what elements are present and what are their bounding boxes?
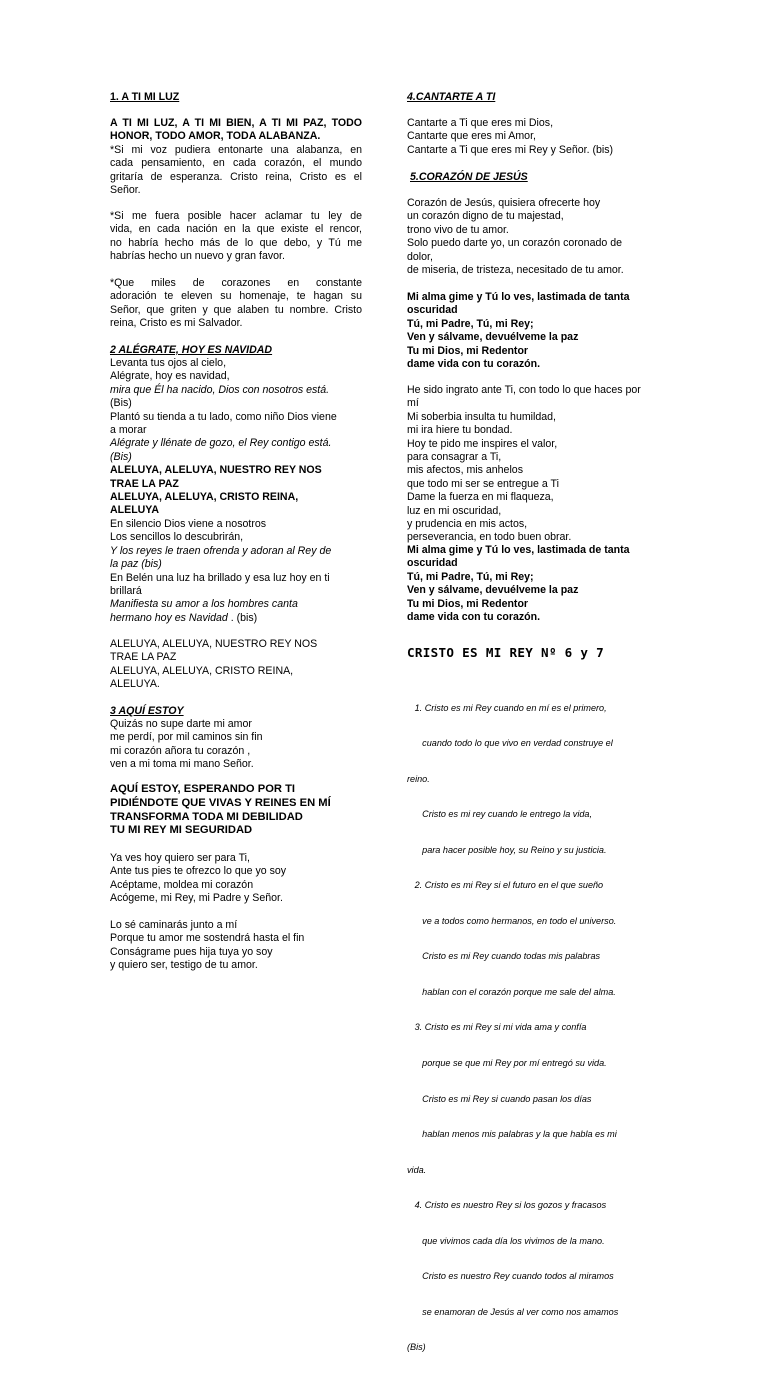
song-2-lyrics: Levanta tus ojos al cielo, Alégrate, hoy es navidad, mira que Él ha nacido, Dios con nosotros está. (Bis) Plantó su tienda a tu lado, como niño Dios viene a morar Alégrate y llénate de gozo, el Rey contigo está. (Bis) ALELUYA, ALELUYA, NUESTRO REY NOS TRAE LA PAZ ALELUYA, ALELUYA, CRISTO REINA, ALELUYA En silencio Dios viene a nosotros Los sencillos lo descubrirán, Y los reyes le traen ofrenda y adoran al Rey de la paz (bis) En Belén una luz ha brillado y esa luz hoy en ti brillará Manifiesta su amor a los hombres canta hermano hoy es Navidad . (bis) xyxy=(110,357,337,624)
song-1-verse-2: *Si me fuera posible hacer aclamar tu ley de vida, en cada nación en la que existe el rencor, no habría hecho más de lo que debo, y Tú me habrías hecho un nuevo y gran favor. xyxy=(110,210,362,263)
song-3-verse-3: Lo sé caminarás junto a mí Porque tu amor me sostendrá hasta el fin Conságrame pues hija tuya yo soy y quiero ser, testigo de tu amor. xyxy=(110,919,305,972)
song-4-lyrics: Cantarte a Ti que eres mi Dios, Cantarte que eres mi Amor, Cantarte a Ti que eres mi Rey y Señor. (bis) xyxy=(407,117,614,156)
song-5-title: 5.CORAZÓN DE JESÚS xyxy=(410,171,528,183)
song-2-title: 2 ALÉGRATE, HOY ES NAVIDAD xyxy=(110,344,273,356)
song-3-chorus: AQUÍ ESTOY, ESPERANDO POR TI PIDIÉNDOTE QUE VIVAS Y REINES EN MÍ TRANSFORMA TODA MI DEBILIDAD TU MI REY MI SEGURIDAD xyxy=(110,783,331,837)
song-3-title: 3 AQUÍ ESTOY xyxy=(110,705,184,717)
song-5-verse-2: He sido ingrato ante Ti, con todo lo que haces por mí Mi soberbia insulta tu humildad, mi ira hiere tu bondad. Hoy te pido me inspires el valor, para consagrar a Ti, mis afectos, mis anhelos que todo mi ser se entregue a Ti Dame la fuerza en mi flaqueza, luz en mi oscuridad, y prudencia en mis actos, perseverancia, en todo buen obrar. xyxy=(407,384,641,544)
song-5-verse-1: Corazón de Jesús, quisiera ofrecerte hoy un corazón digno de tu majestad, trono vivo de tu amor. Solo puedo darte yo, un corazón coronado de dolor, de miseria, de tristeza, necesitado de tu amor. xyxy=(407,197,624,277)
song-6-title: CRISTO ES MI REY Nº 6 y 7 xyxy=(407,645,605,660)
song-1-verse-3: *Que miles de corazones en constante adoración te eleven su homenaje, te hagan su Señor, que griten y que alaben tu nombre. Cristo reina, Cristo es mi Salvador. xyxy=(110,277,362,330)
song-5-chorus-2: Mi alma gime y Tú lo ves, lastimada de tanta oscuridad Tú, mi Padre, Tú, mi Rey; Ven y sálvame, devuélveme la paz Tu mi Dios, mi Redentor dame vida con tu corazón. xyxy=(407,544,630,624)
song-1-title: 1. A TI MI LUZ xyxy=(110,91,180,103)
song-2-chorus: ALELUYA, ALELUYA, NUESTRO REY NOS TRAE LA PAZ ALELUYA, ALELUYA, CRISTO REINA, ALELUYA. xyxy=(110,638,318,691)
song-1-verse-1: *Si mi voz pudiera entonarte una alabanza, en cada pensamiento, en cada corazón, el mundo gritaría de esperanza. Cristo reina, Cristo es el Señor. xyxy=(110,144,362,197)
song-6-lyrics: 1. Cristo es mi Rey cuando en mí es el primero, cuando todo lo que vivo en verdad construye el reino. Cristo es mi rey cuando le entrego la vida, para hacer posible hoy, su Reino y su justicia. 2. Cristo es mi Rey si el futuro en el que sueño ve a todos como hermanos, en todo el universo. Cristo es mi Rey cuando todas mis palabras hablan con el corazón porque me sale del alma. 3. Cristo es mi Rey si mi vida ama y confía porque se que mi Rey por mí entregó su vida. Cristo es mi Rey si cuando pasan los días hablan menos mis palabras y la que habla es mi vida. 4. Cristo es nuestro Rey si los gozos y fracasos que vivimos cada día los vivimos de la mano. Cristo es nuestro Rey cuando todos al miramos se enamoran de Jesús al ver como nos amamos (Bis) xyxy=(407,702,619,1353)
song-3-verse-2: Ya ves hoy quiero ser para Ti, Ante tus pies te ofrezco lo que yo soy Acéptame, moldea mi corazón Acógeme, mi Rey, mi Padre y Señor. xyxy=(110,852,287,905)
song-1-chorus: A TI MI LUZ, A TI MI BIEN, A TI MI PAZ, TODO HONOR, TODO AMOR, TODA ALABANZA. xyxy=(110,117,362,143)
song-3-verse-1: Quizás no supe darte mi amor me perdí, por mil caminos sin fin mi corazón añora tu corazón , ven a mi toma mi mano Señor. xyxy=(110,718,263,771)
song-5-chorus-1: Mi alma gime y Tú lo ves, lastimada de tanta oscuridad Tú, mi Padre, Tú, mi Rey; Ven y sálvame, devuélveme la paz Tu mi Dios, mi Redentor dame vida con tu corazón. xyxy=(407,291,630,371)
song-4-title: 4.CANTARTE A TI xyxy=(407,91,496,103)
